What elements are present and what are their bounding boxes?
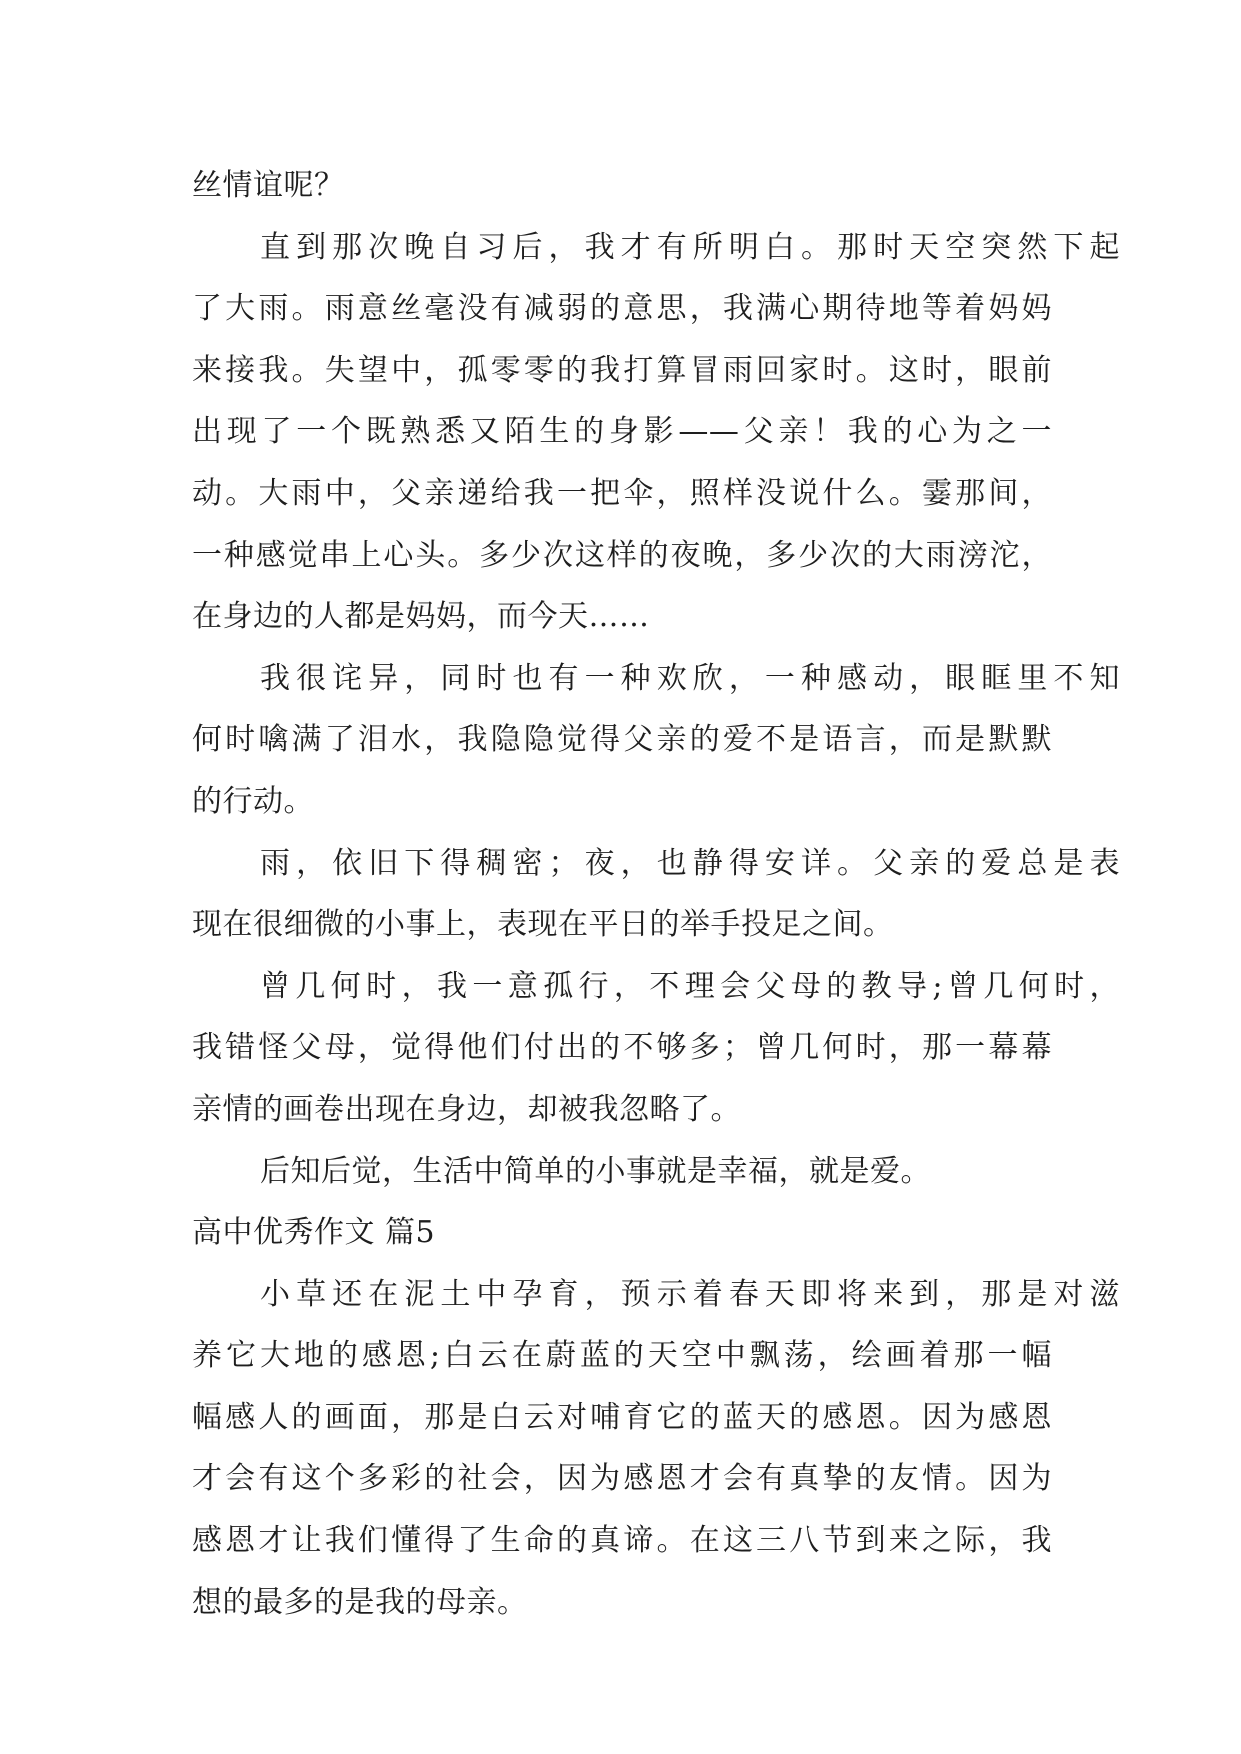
text-line: 的行动。 — [192, 783, 314, 819]
paragraph-start-line: 雨，依旧下得稠密；夜，也静得安详。父亲的爱总是表 — [260, 845, 1120, 881]
text-line: 亲情的画卷出现在身边，却被我忽略了。 — [192, 1091, 741, 1127]
essay-body — [192, 155, 1120, 1633]
text-line: 养它大地的感恩;白云在蔚蓝的天空中飘荡，绘画着那一幅 — [192, 1338, 1052, 1374]
text-line: 我错怪父母，觉得他们付出的不够多；曾几何时，那一幕幕 — [192, 1030, 1052, 1066]
paragraph-start-line: 我很诧异，同时也有一种欢欣，一种感动，眼眶里不知 — [260, 660, 1120, 696]
text-line: 何时噙满了泪水，我隐隐觉得父亲的爱不是语言，而是默默 — [192, 722, 1052, 758]
text-line: 想的最多的是我的母亲。 — [192, 1584, 528, 1620]
paragraph-start-line: 曾几何时，我一意孤行，不理会父母的教导;曾几何时， — [260, 968, 1120, 1004]
paragraph-start-line: 直到那次晚自习后，我才有所明白。那时天空突然下起 — [260, 229, 1120, 265]
paragraph-start-line: 后知后觉，生活中简单的小事就是幸福，就是爱。 — [260, 1153, 931, 1189]
text-line: 来接我。失望中，孤零零的我打算冒雨回家时。这时，眼前 — [192, 352, 1052, 388]
text-line: 出现了一个既熟悉又陌生的身影——父亲！我的心为之一 — [192, 414, 1052, 450]
text-line: 在身边的人都是妈妈，而今天…… — [192, 599, 650, 635]
text-line: 丝情谊呢？ — [192, 168, 345, 203]
text-line: 感恩才让我们懂得了生命的真谛。在这三八节到来之际，我 — [192, 1523, 1052, 1559]
text-line: 了大雨。雨意丝毫没有减弱的意思，我满心期待地等着妈妈 — [192, 291, 1052, 327]
text-line: 现在很细微的小事上，表现在平日的举手投足之间。 — [192, 907, 894, 943]
section-heading: 高中优秀作文 篇5 — [192, 1215, 436, 1251]
paragraph-start-line: 小草还在泥土中孕育，预示着春天即将来到，那是对滋 — [260, 1276, 1120, 1312]
text-line: 才会有这个多彩的社会，因为感恩才会有真挚的友情。因为 — [192, 1461, 1052, 1497]
text-line: 动。大雨中，父亲递给我一把伞，照样没说什么。霎那间， — [192, 475, 1052, 511]
text-line: 一种感觉串上心头。多少次这样的夜晚，多少次的大雨滂沱， — [192, 537, 1052, 573]
text-line: 幅感人的画面，那是白云对哺育它的蓝天的感恩。因为感恩 — [192, 1399, 1052, 1435]
